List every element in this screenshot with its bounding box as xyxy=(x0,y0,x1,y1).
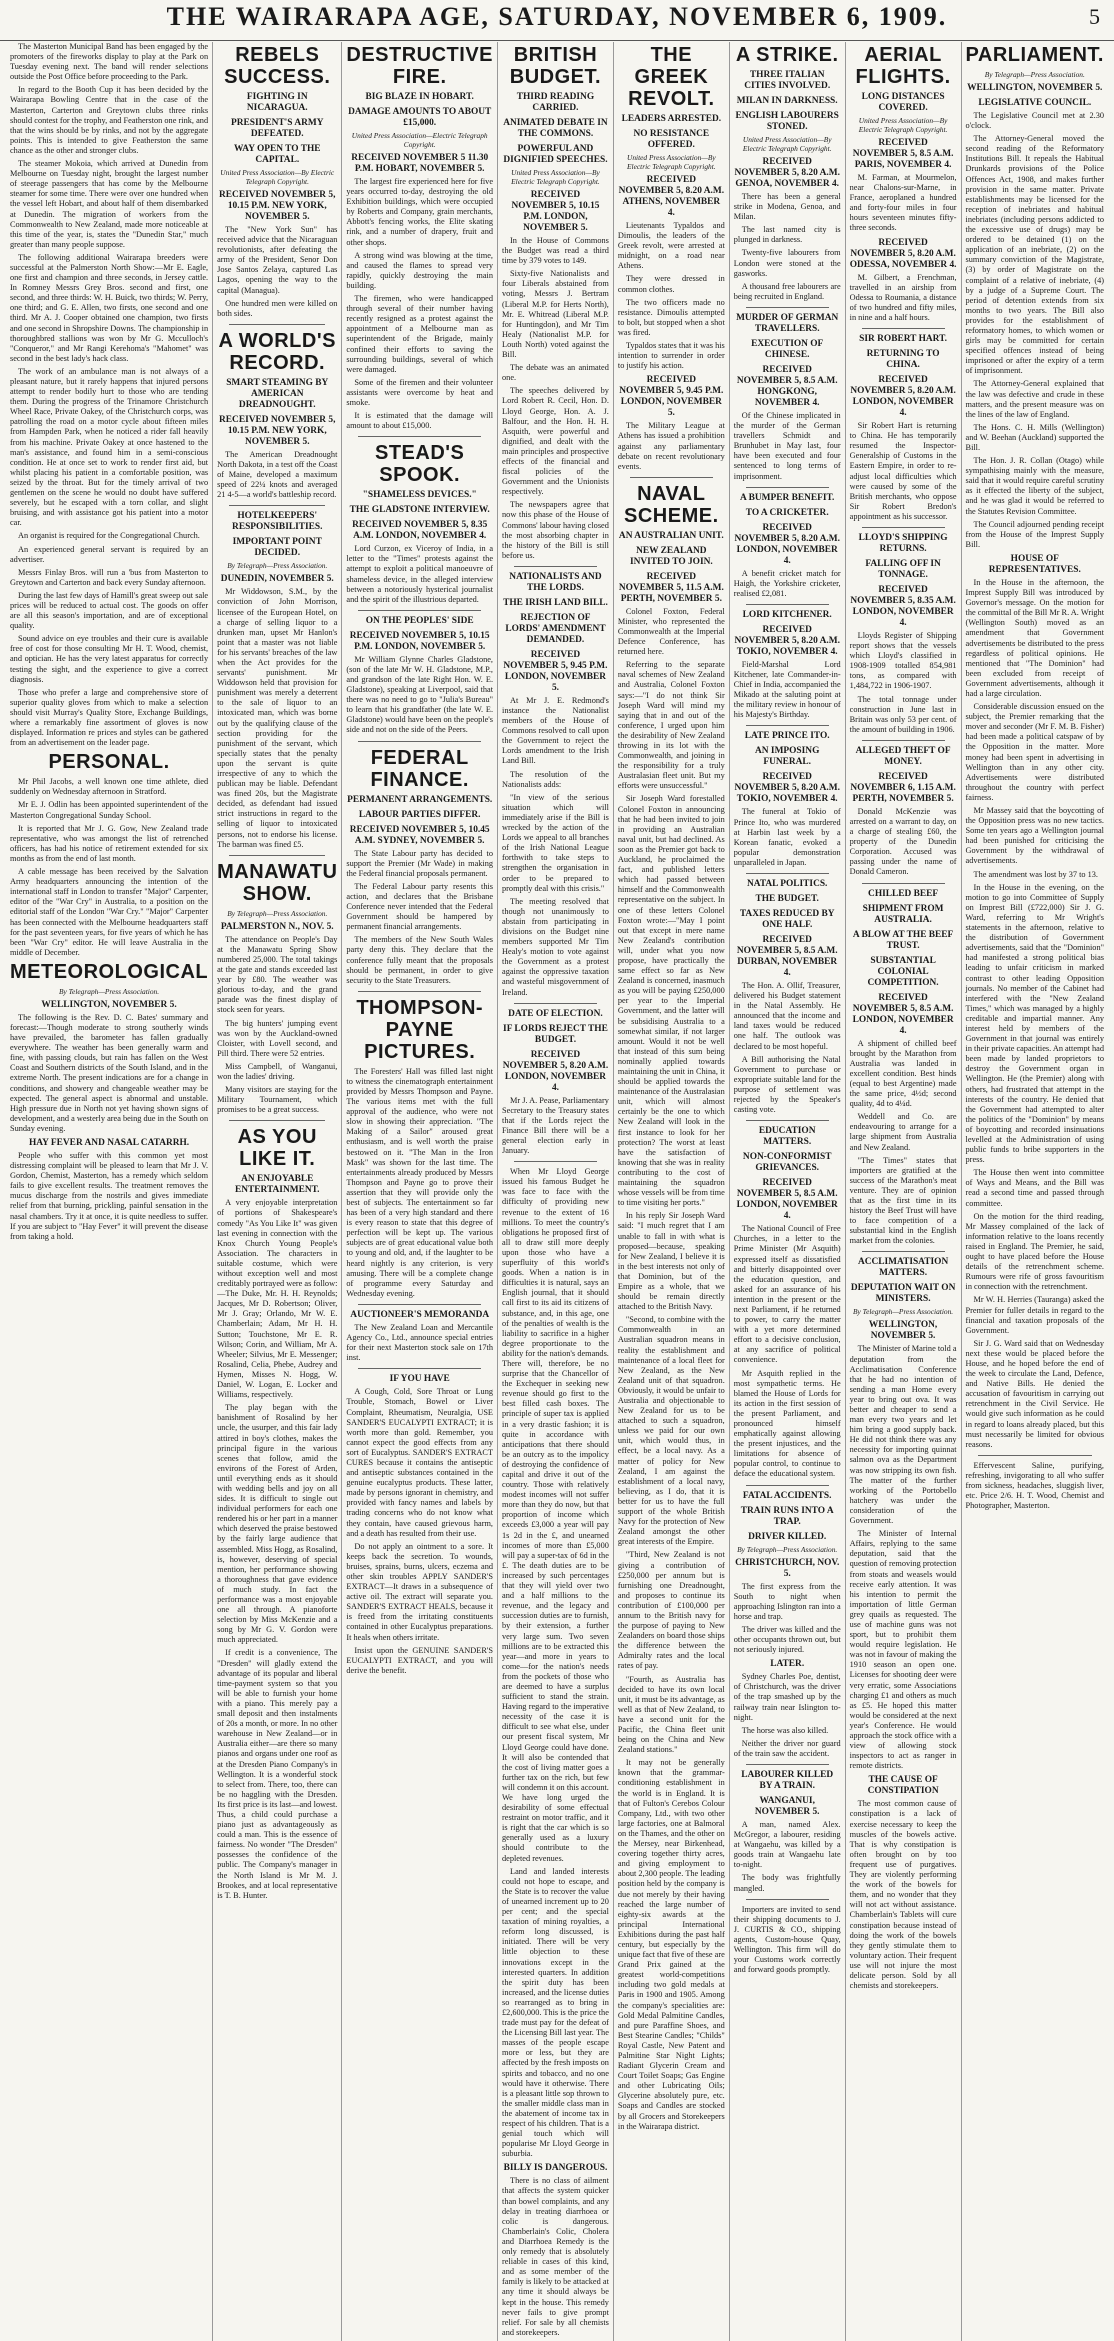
article-paragraph: Donald McKenzie was arrested on a warrant to day, on a charge of stealing £60, the property of the Dunedin Corporation. Accused was passing under the name of Donald Cameron. xyxy=(849,806,957,877)
article-paragraph: Lloyds Register of Shipping report shows that the vessels which Lloyd's classified in 1908-1909 totalled 854,981 tons, as compared with 1,484,722 in 1906-1907. xyxy=(849,630,957,691)
article-byline: By Telegraph—Press Association. xyxy=(58,986,160,996)
article-paragraph: Effervescent Saline, purifying, refreshing, invigorating to all who suffer from sickness, headaches, sluggish liver, etc. Price 2/6. H. T. Wood, Chemist and Photographer, Masterton. xyxy=(965,1460,1104,1511)
article-subhead: IF YOU HAVE xyxy=(389,1374,450,1385)
article-headline: FEDERAL FINANCE. xyxy=(370,746,469,791)
column-6 xyxy=(729,42,845,2341)
article-subhead: DAMAGE AMOUNTS TO ABOUT £15,000. xyxy=(348,107,492,128)
article-subhead: RECEIVED NOVEMBER 5, 9.45 P.M. LONDON, NOVEMBER 5. xyxy=(619,375,724,419)
article-subhead: NON-CONFORMIST GRIEVANCES. xyxy=(742,1152,832,1174)
article-paragraph: The Minister of Marine told a deputation from the Acclimatisation Conference that he had no intention of sending a man Home every year to bring out ova. It was better and cheaper to send a man every two years and let him bring a good supply back. He did not think there was any necessity for importing quinnat salmon ova as the Department was now stripping its own fish. The matter of the further working of the Portobello hatchery was under the consideration of the Government. xyxy=(849,1344,957,1526)
article-paragraph: They were dressed in common clothes. xyxy=(617,274,725,294)
article-paragraph: Mr J. A. Pease, Parliamentary Secretary to the Treasury states that if the Lords reject the Finance Bill there will be a general election early in January. xyxy=(502,1095,609,1156)
article-headline: BRITISH BUDGET. xyxy=(509,44,602,88)
article-paragraph: The meeting resolved that though not unanimously to abstain from participating in divisions on the Budget nine members supported Mr Tim Healy's motion to vote against the Government as a protest against the oppressive taxation and wasteful misgovernment of Ireland. xyxy=(502,896,609,997)
article-paragraph: An experienced general servant is required by an advertiser. xyxy=(10,544,209,564)
article-paragraph: Neither the driver nor guard of the train saw the accident. xyxy=(733,1738,841,1758)
article-paragraph: Many visitors are staying for the Military Tournament, which promises to be a great success. xyxy=(217,1085,338,1115)
article-byline: By Telegraph—Press Association. xyxy=(227,908,328,918)
article-paragraph: The State Labour party has decided to support the Premier (Mr Wade) in making the Federal financial proposals permanent. xyxy=(346,848,494,878)
article-subhead: WELLINGTON, NOVEMBER 5. xyxy=(868,1320,938,1342)
article-paragraph: The Attorney-General explained that the law was defective and crude in these matters, and the present measure was on the lines of the law of England. xyxy=(965,379,1104,419)
article-byline: United Press Association—By Electric Telegraph Copyright. xyxy=(511,168,600,186)
article-paragraph: The New Zealand Loan and Mercantile Agency Co., Ltd., announce special entries for their next Masterton stock sale on 17th inst. xyxy=(346,1322,494,1363)
column-1 xyxy=(6,42,212,2341)
article-paragraph: The Hon. J. R. Collan (Otago) while sympathising mainly with the measure, said that it would require careful scrutiny as it effected the liberty of the subject, and he was glad it would be referred to the Statutes Revision Committee. xyxy=(965,456,1104,516)
article-headline: DESTRUCTIVE FIRE. xyxy=(346,44,494,88)
article-divider xyxy=(358,741,481,742)
article-divider xyxy=(514,1003,597,1004)
article-subhead: RECEIVED NOVEMBER 5, 8.5 A.M. LONDON, NOVEMBER 4. xyxy=(852,992,954,1036)
article-subhead: LEADERS ARRESTED. xyxy=(621,114,722,124)
article-subhead: FALLING OFF IN TONNAGE. xyxy=(865,558,941,580)
article-subhead: A BUMPER BENEFIT. xyxy=(740,492,835,503)
article-divider xyxy=(514,566,597,567)
article-subhead: RECEIVED NOVEMBER 5, 8.35 A.M. LONDON, NOVEMBER 4. xyxy=(352,520,488,542)
article-subhead: BILLY IS DANGEROUS. xyxy=(503,2163,608,2174)
article-subhead: WELLINGTON, NOVEMBER 5. xyxy=(41,999,177,1010)
article-subhead: TO A CRICKETER. xyxy=(745,507,829,518)
article-paragraph: The Minister of Internal Affairs, replying to the same deputation, said that the question of removing protection from stoats and weasels would receive early attention. It was his intention to permit the importation of little German grey quails as requested. The use of machine guns was not sport, but to prohibit them would require legislation. He was not in favour of making the 1910 season an open one. Licenses for shooting deer were very erratic, some Associations charging £1 and others as much as £5. He hoped this matter would be considered at the next year's Conference. He would approach the stock office with a view of allowing stock inspectors to act as ranger in remote districts. xyxy=(849,1529,957,1771)
article-paragraph: The House then went into committee of Ways and Means, and the Bill was read a second time and passed through committee. xyxy=(965,1168,1104,1208)
article-subhead: PALMERSTON N., NOV. 5. xyxy=(220,921,334,932)
article-subhead: FIGHTING IN NICARAGUA. xyxy=(246,92,308,113)
article-paragraph: The Council adjourned pending receipt from the House of the Imprest Supply Bill. xyxy=(965,519,1104,549)
article-paragraph: The last named city is plunged in darkness. xyxy=(733,225,841,245)
article-headline: A WORLD'S RECORD. xyxy=(218,329,336,374)
article-subhead: TRAIN RUNS INTO A TRAP. xyxy=(740,1505,834,1527)
article-paragraph: In the House of Commons the Budget was read a third time by 379 votes to 149. xyxy=(502,236,609,266)
article-paragraph: Sydney Charles Poe, dentist, of Christchurch, was the driver of the trap smashed up by the railway train near Islington to-night. xyxy=(733,1672,841,1722)
article-paragraph: Sixty-five Nationalists and four Liberals abstained from voting, Messrs J. Bertram (Liberal M.P. for Herts North), Mr. E. Whitread (Liberal M.P. for Huntingdon), and Mr Tim Healy (Nationalist M.P. for Louth North) voted against the Bill. xyxy=(502,269,609,360)
article-subhead: THIRD READING CARRIED. xyxy=(516,92,595,113)
article-subhead: POWERFUL AND DIGNIFIED SPEECHES. xyxy=(503,144,608,165)
article-divider xyxy=(862,527,945,528)
article-subhead: RECEIVED NOVEMBER 5, 8.20 A.M. LONDON, NOVEMBER 4. xyxy=(502,1049,609,1093)
masthead-title: THE WAIRARAPA AGE, SATURDAY, NOVEMBER 6, 1909. xyxy=(166,2,948,31)
article-divider xyxy=(630,477,713,478)
article-paragraph: A man, named Alex. McGregor, a labourer, residing at Wangaehu, was killed by a goods train at Wangaehu late to-night. xyxy=(733,1819,841,1870)
article-byline: By Telegraph—Press Association. xyxy=(984,70,1085,79)
article-subhead: RECEIVED NOVEMBER 5, 8.5 A.M. HONGKONG, NOVEMBER 4. xyxy=(736,364,838,408)
article-divider xyxy=(746,873,829,874)
column-grid xyxy=(6,42,1108,2337)
article-subhead: WAY OPEN TO THE CAPITAL. xyxy=(233,144,321,165)
article-subhead: DEPUTATION WAIT ON MINISTERS. xyxy=(850,1283,956,1305)
article-subhead: IMPORTANT POINT DECIDED. xyxy=(232,537,322,559)
article-paragraph: A thousand free labourers are being recruited in England. xyxy=(733,281,841,301)
article-paragraph: Do not apply an ointment to a sore. It keeps back the secretion. To wounds, bruises, sprains, burns, ulcers, eczema and other skin troubles APPLY SANDER'S EXTRACT—It draws in a subsequence of active oil. The extract will separate you. SANDER'S EXTRACT HEALS, because it is freed from the irritating constituents contained in other Eucalyptus preparations. It heals when others irritate. xyxy=(346,1541,494,1642)
article-subhead: PRESIDENT'S ARMY DEFEATED. xyxy=(231,118,324,139)
article-headline: A STRIKE. xyxy=(735,44,839,66)
article-paragraph: M. Gilbert, a Frenchman, travelled in an airship from Odessa to Roumania, a distance of two hundred and fifty miles, in nine and a half hours. xyxy=(849,272,957,322)
article-subhead: RECEIVED NOVEMBER 5, 10.15 P.M. NEW YORK, NOVEMBER 5. xyxy=(219,190,336,222)
article-subhead: NO RESISTANCE OFFERED. xyxy=(633,129,710,150)
article-paragraph: The firemen, who were handicapped through several of their number having recently resigned as a protest against the appointment of a Melbourne man as superintendent of the Brigade, mainly confined their efforts to saving the surrounding buildings, several of which were damaged. xyxy=(346,294,494,374)
article-subhead: SIR ROBERT HART. xyxy=(859,334,947,345)
article-subhead: RECEIVED NOVEMBER 5, 8.20 A.M. TOKIO, NOVEMBER 4. xyxy=(734,624,840,657)
column-2 xyxy=(212,42,341,2341)
article-paragraph: Sound advice on eye troubles and their cure is available free of cost for those consulting Mr H. T. Wood, chemist, and optician. He has the very latest apparatus for correctly testing the sight, and the experience to give a correct diagnosis. xyxy=(10,634,209,684)
article-subhead: RECEIVED NOVEMBER 5 11.30 P.M. HOBART, NOVEMBER 5. xyxy=(351,153,489,174)
article-paragraph: The attendance on People's Day at the Manawatu Spring Show numbered 25,000. The total takings at the gate and stands exceeded last year by £80. The weather was glorious to-day, and the grand parade was the finest display of stock seen for years. xyxy=(217,934,338,1015)
article-paragraph: Mr William Glynne Charles Gladstone, (son of the late Mr W. H. Gladstone, M.P., and grandson of the late Right Hon. W. E. Gladstone), speaking at Liverpool, said that there was no need to go to "Julia's Bureau" to learn that his grandfather (the late W. E. Gladstone) would have been on the people's side and not on the side of the Peers. xyxy=(346,654,494,735)
article-subhead: RECEIVED NOVEMBER 5, 10.15 P.M. NEW YORK, NOVEMBER 5. xyxy=(219,414,336,447)
article-paragraph: Mr Asquith replied in the most sympathetic terms. He blamed the House of Lords for its action in the first session of the present Parliament, and pronounced himself emphatically against allowing the present injustices, and the limitations for absence of popular control, to continue to deface the educational system. xyxy=(733,1368,841,1479)
article-paragraph: A Bill authorising the Natal Government to purchase or expropriate suitable land for the purpose of settlement was rejected by the Speaker's casting vote. xyxy=(733,1054,841,1115)
article-divider xyxy=(358,1368,481,1369)
article-paragraph: There is no class of ailment that affects the system quicker than bowel complaints, and any delay in treating diarrhoea or colic is dangerous. Chamberlain's Colic, Cholera and Diarrhoea Remedy is the only remedy that is absolutely reliable in cases of this kind, and as some member of the family is likely to be attacked at any time it should always be kept in the house. This remedy never fails to give prompt relief. For sale by all chemists and storekeepers. xyxy=(502,2176,609,2337)
article-paragraph: When Mr Lloyd George issued his famous Budget he was face to face with the difficulty of providing new revenue to the extent of 16 millions. To meet the country's obligations he proposed first of all to draw still more deeply upon those who have a superfluity of this world's goods. When a nation is in difficulties it is natural, says an English journal, that it should call first to its aid its citizens of substance, and, in this age, one of the penalties of wealth is the liability to sacrifice in a higher degree proportionate to the ability for the nation's demands. There will, therefore, be no surprise that the Chancellor of the Exchequer in seeking new revenue should go first to the best filled cash boxes. The principle of super tax is applied in a very drastic fashion; it is quite in accordance with anticipations that there should be an outcry as to the impolicy of destroying the confidence of capital and drive it out of the country. Those with relatively modest incomes will not suffer more than they do now, but that proportion of income which exceeds £3,000 a year will pay 1s 2d in the £, and unearned incomes of more than £5,000 will pay a super-tax of 6d in the £. The death duties are to be increased by such percentages that they will yield over two and a half millions to the revenue, and the legacy and succession duties are to furnish, by their extension, a further very large sum. Two seven millions are to be extracted this year—and more in years to come—for the nation's needs from the pockets of those who are deemed to have a surplus sufficient to stand the strain. Having regard to the imperative necessity of the case it is difficult to see what else, under our present fiscal system, Mr Lloyd George could have done. It will also be contended that the cost of living matter goes a further tax on the rich, but few will condemn it on this account. We have long urged the desirability of some effectual restraint on motor traffic, and it is right that the car which is so generally used as a luxury should contribute to the depleted revenues. xyxy=(502,1167,609,1863)
article-paragraph: Mr Massey said that the boycotting of the Opposition press was no new tactics. Some ten years ago a Wellington journal had been punished for criticising the Government by the withdrawal of advertisements. xyxy=(965,806,1104,866)
article-subhead: CHILLED BEEF xyxy=(868,888,939,899)
column-5 xyxy=(613,42,729,2341)
article-subhead: LONG DISTANCES COVERED. xyxy=(861,92,945,113)
article-subhead: AN AUSTRALIAN UNIT. xyxy=(618,530,724,541)
article-divider xyxy=(978,1455,1092,1456)
article-paragraph: An organist is required for the Congregational Church. xyxy=(18,531,200,541)
article-subhead: RECEIVED NOVEMBER 5, 8.5 A.M. DURBAN, NOVEMBER 4. xyxy=(736,935,838,978)
article-divider xyxy=(229,505,325,506)
article-byline: By Telegraph—Press Association. xyxy=(227,561,328,571)
article-paragraph: Mr E. J. Odlin has been appointed superintendent of the Masterton Congregational Sunday School. xyxy=(10,800,209,820)
article-headline: STEAD'S SPOOK. xyxy=(375,442,465,487)
article-subhead: FATAL ACCIDENTS. xyxy=(742,1490,832,1501)
article-paragraph: "Second, to combine with the Commonwealth in an Australian squadron means in reality the establishment and maintenance of a local fleet for New Zealand, as the New Zealand unit of that squadron. Obviously, it would be unfair to Australia and objectionable to New Zealand for us to be attached to such a squadron, unless we paid for our own unit, which would thus, in effect, be a local navy. As a matter of policy for New Zealand, I am against the establishment of a local navy, believing, as I do, that it is better for us to have the full support of the whole British Navy for the protection of New Zealand amongst the other great interests of the Empire. xyxy=(617,1315,725,1547)
article-paragraph: Mr Widdowson, S.M., by the conviction of John Morrison, licensee of the European Hotel, on a charge of selling liquor to a drunken man, upset Mr Hanlon's point that a master was not liable for his servants' breaches of the law when the Act provides for the servants' punishment. Mr Widdowson held that provision for punishment was merely a deterrent to the sale of liquor to an intoxicated man, which was borne out by the qualifying clause of the section providing for the punishment of the servant, which specially states that the penalty upon the servant is quite irrespective of any to which the publican may be liable. Defendant was fined 20s, but the Magistrate decided, as defendant had issued strict instructions in regard to the selling of liquor to intoxicated persons, not to endorse his license. The barman was fined £5. xyxy=(217,587,338,849)
article-subhead: NATIONALISTS AND THE LORDS. xyxy=(509,571,602,593)
article-headline: AS YOU LIKE IT. xyxy=(237,1126,317,1171)
article-paragraph: The funeral at Tokio of Prince Ito, who was murdered at Harbin last week by a Korean fanatic, evoked a popular demonstration unparalleled in Japan. xyxy=(733,807,841,867)
article-paragraph: During the last few days of Hamill's great sweep out sale prices will be reduced to actual cost. The goods on offer are all this season's importation, and are of exceptional quality. xyxy=(10,590,209,631)
article-paragraph: "In view of the serious situation which will immediately arise if the Bill is wrecked by the action of the Lords we appeal to all branches of the Irish National League forthwith to take steps to strengthen the organisation in order to be prepared to promptly deal with this crisis." xyxy=(502,792,609,893)
article-subhead: RETURNING TO CHINA. xyxy=(866,349,940,371)
article-paragraph: The following is the Rev. D. C. Bates' summary and forecast:—Though moderate to strong southerly winds have prevailed, the barometer has fallen gradually everywhere. The weather has been generally warm and fine, with passing clouds, but rain has fallen on the West Coast and Southern districts of the South Island, and in the extreme North. The present indications are for a change in conditions, and showery and changeable weather may be expected. The general aspect is abnormal and unstable. High pressure due in North not yet having shown signs of development, and a westerly area being due in the South on Sunday evening. xyxy=(10,1012,209,1133)
article-paragraph: Sir Joseph Ward forestalled Colonel Foxton in announcing that he had been invited to join in providing an Australian naval unit, but had declined. As soon as the Premier got back to Auckland, he proclaimed the fact, and published letters which had passed between himself and the Commonwealth representative on the subject. In one of these letters Colonel Foxton wrote:—"May I point out that except in mere name New Zealand's contribution will, under what you now propose, have practically the same effect so far as New Zealand is concerned, inasmuch as you will be paying £250,000 per year to the Imperial Government, and the latter will be subsidising Australia to a somewhat similar, if not larger amount. Would it not be well that instead of this sum being nominally applied towards maintaining the unit in China, it should be applied towards the maintenance of the Australasian unit, which will almost certainly be the one to which New Zealand will look in the first instance to look for her protection? The worst at least have the satisfaction of knowing that she was in reality contributing to the cost of maintaining the squadron whose vessels will be from time to time visiting her ports." xyxy=(617,794,725,1208)
article-paragraph: The following additional Wairarapa breeders were successful at the Palmerston North Show:—Mr E. Eagle, one first and champion and three seconds, in Jersey cattle. In Romney Messrs Grey Bros. second and first, one second, and three thirds: W. H. Buick, two thirds; W. Perry, one third; and G. E. Allen, two firsts, one second and one third. Mr A. J. Cooper obtained one champion, two firsts and one second in Shropshire Downs. The championship in thoroughbred stallions was won by Mr G. Mcculloch's "Conqueror," and Mr Rangi Kerehoma's "Mahomet" was second in the best lady's hack class. xyxy=(10,252,209,363)
article-subhead: TAXES REDUCED BY ONE HALF. xyxy=(739,909,835,930)
article-paragraph: In the House in the afternoon, the Imprest Supply Bill was introduced by Governor's message. On the motion for the committal of the Bill Mr R. A. Wright (Wellington South) moved as an amendment that Government advertisements be distributed to the press regardless of political opinions. He mentioned that "The Dominion" had been excluded from receipt of Government advertisements, although it had a large circulation. xyxy=(965,577,1104,698)
article-paragraph: The Military League at Athens has issued a prohibition against any parliamentary debate on recent revolutionary events. xyxy=(617,421,725,471)
article-subhead: LEGISLATIVE COUNCIL. xyxy=(978,98,1092,108)
article-paragraph: The American Dreadnought North Dakota, in a test off the Coast of Maine, developed a maximum speed of 22¼ knots and averaged 21 4-5—a world's battleship record. xyxy=(217,449,338,500)
article-subhead: EDUCATION MATTERS. xyxy=(758,1126,816,1148)
article-paragraph: In the House in the evening, on the motion to go into Committee of Supply on Imprest Bill (£722,000) Sir J. G. Ward, referring to Mr Wright's statements in the afternoon, relative to the distribution of Government advertisements, said that the "Dominion" had manifested a strong political bias leading to unfair criticism in marked contrast to other leading Opposition journals. No member of the Cabinet had interfered with the "New Zealand Times," which was managed by a highly creditable and impartial manner. Any interest held by members of the Government in that journal was entirely in their private capacities. An attempt had been made by landed proprietors to destroy the Government organ in Wellington. He (the Premier) along with others, had frustrated that attempt in the interests of the country. He denied that the Government had attempted to alter the politics of the "Dominion" by means of boycotting and recorded insinuations levelled at the Administration of using public funds to bribe supporters in the press. xyxy=(965,882,1104,1165)
article-paragraph: Insist upon the GENUINE SANDER'S EUCALYPTI EXTRACT, and you will derive the benefit. xyxy=(346,1645,494,1675)
page-number: 5 xyxy=(1089,4,1100,29)
article-subhead: ANIMATED DEBATE IN THE COMMONS. xyxy=(503,118,608,139)
article-paragraph: The amendment was lost by 37 to 13. xyxy=(973,869,1098,879)
article-paragraph: The steamer Mokoia, which arrived at Dunedin from Melbourne on Tuesday night, brought the largest number of steerage passengers that has come by the Melbourne steamer for some time. There were over one hundred when the vessel left Hobart, and about half of them disembarked at Dunedin. The migration of workers from the Commonwealth to New Zealand, made more noticeable at this time of the year, is, states the "Dunedin Star," much greater than many people suppose. xyxy=(10,159,209,249)
article-paragraph: "Fourth, as Australia has decided to have its own local unit, it must be its advantage, as well as that of New Zealand, to have a second unit for the Pacific, the China fleet unit being on the China and New Zealand stations." xyxy=(617,1674,725,1755)
article-subhead: DRIVER KILLED. xyxy=(748,1531,827,1542)
article-paragraph: Some of the firemen and their volunteer assistants were overcome by heat and smoke. xyxy=(346,377,494,407)
article-subhead: RECEIVED NOVEMBER 5, 8.20 A.M. LONDON, NOVEMBER 4. xyxy=(850,375,956,419)
article-subhead: AUCTIONEER'S MEMORANDA xyxy=(350,1309,490,1320)
article-paragraph: The largest fire experienced here for five years occurred to-day, destroying the old Exhibition buildings, which were occupied by Roberts and Company, grain merchants, Abbott's fencing works, the Elite skating rink, and a number of drapery, fruit and other shops. xyxy=(346,177,494,247)
article-subhead: NATAL POLITICS. xyxy=(747,879,828,889)
article-subhead: DATE OF ELECTION. xyxy=(508,1008,603,1019)
article-divider xyxy=(862,328,945,329)
article-subhead: LATER. xyxy=(770,1659,805,1670)
article-paragraph: The Foresters' Hall was filled last night to witness the cinematograph entertainment provided by Messrs Thompson and Payne. The various items met with the full approval of the audience, who were not slow in showing their appreciation. "The Making of a Sailor" aroused great enthusiasm, and is well worth the praise bestowed on it. "The Man in the Iron Mask" was shown for the last time. The entertainments already produced by Messrs Thompson and Payne go to prove their assertion that they will provide only the best of subjects. The entertainment so far has been of a very high standard and there is every reason to state that this degree of perfection will be kept up. The various subjects are of great educational value both to young and old, and, if the laughter to be heard nightly is any criterion, is very amusing. There will be a complete change of programme every Saturday and Wednesday evening. xyxy=(346,1066,494,1298)
article-paragraph: A cable message has been received by the Salvation Army headquarters announcing the intention of the international staff in London to transfer "Major" Carpenter, editor of the "War Cry" in Australia, to a position on the editorial staff of the London "War Cry." "Major" Carpenter has been connected with the Melbourne headquarters staff for the past seventeen years, for five years of which he has been "War Cry" editor. He will leave Australia in the middle of December. xyxy=(10,867,209,957)
article-paragraph: Lieutenants Typaldos and Dimoulis, the leaders of the Greek revolt, were arrested at midnight, on a road near Athens. xyxy=(617,221,725,271)
article-paragraph: The speeches delivered by Lord Robert R. Cecil, Hon. D. Lloyd George, Hon. A. J. Balfour, and the Hon. H. H. Asquith, were powerful and dignified, and dealt with the main principles and prospective effects of the financial and fiscal policies of the Government and the Unionists respectively. xyxy=(502,386,609,497)
article-divider xyxy=(358,1304,481,1305)
article-subhead: RECEIVED NOVEMBER 5, 9.45 P.M. LONDON, NOVEMBER 5. xyxy=(503,649,608,693)
article-paragraph: A very enjoyable interpretation of portions of Shakespeare's comedy "As You Like It" was given last evening in connection with the Knox Church Young People's Association. The characters in suitable costume, which were without exception well and most creditably portrayed were as follow:—The Duke, Mr. H. H. Reynolds; Jacques, Mr D. Robertson; Oliver, Mr J. Gray; Orlando, Mr W. E. Chamberlain; Adam, Mr H. H. Sutton; Touchstone, Mr E. R. Wilson; Corin, and William, Mr A. Wheeler; Silvius, Mr E. Messenger; Rosalind, Celia, Phebe, Audrey and Hymen, Misses N. Hogg, W. Daniel, W. Logan, E. Locker and Williams, respectively. xyxy=(217,1198,338,1400)
article-paragraph: Considerable discussion ensued on the subject, the Premier remarking that the mover and seconder (Mr F. M. B. Fisher) had been made a political catspaw of by the Opposition in the matter. More money had been spent in advertising in Wellington than in any other city. Advertisements were distributed throughout the country with perfect fairness. xyxy=(965,702,1104,802)
article-paragraph: Referring to the separate naval schemes of New Zealand and Australia, Colonel Foxton says:—"I do not think Sir Joseph Ward will mind my saying that in and out of the conference, I urged upon him the desirability of New Zealand throwing in its lot with the Commonwealth, and joining in the responsibility for a truly Australasian fleet unit. But my efforts were unsuccessful." xyxy=(617,660,725,791)
article-paragraph: A Cough, Cold, Sore Throat or Lung Trouble, Stomach, Bowel or Liver Complaint, Rheumatism, Neuralgia, USE SANDER'S EUCALYPTI EXTRACT; it is worth more than gold. Remember, you cannot expect the good effects from any sort of Eucalyptus. SANDER'S EXTRACT CURES because it contains the antiseptic and antiseptic substances contained in the genuine eucalyptus products. These latter, made by persons ignorant in chemistry, and provided with fancy names and labels by trading concerns who do not know what they contain, have caused grievous harm, and a death has resulted from their use. xyxy=(346,1387,494,1538)
article-subhead: THREE ITALIAN CITIES INVOLVED. xyxy=(744,70,831,91)
article-byline: United Press Association—By Electric Telegraph Copyright. xyxy=(626,153,716,171)
article-subhead: RECEIVED NOVEMBER 5, 10.45 A.M. SYDNEY, NOVEMBER 5. xyxy=(349,824,490,846)
article-subhead: RECEIVED NOVEMBER 5, 8.5 A.M. LONDON, NOVEMBER 4. xyxy=(736,1178,838,1222)
article-paragraph: At Mr J. E. Redmond's instance the Nationalist members of the House of Commons resolved to call upon the Government to reject the Lords amendment to the Irish Land Bill. xyxy=(502,695,609,766)
article-subhead: SHIPMENT FROM AUSTRALIA. xyxy=(862,903,944,925)
article-paragraph: The National Council of Free Churches, in a letter to the Prime Minister (Mr Asquith) expressed itself as dissatisfied and bitterly disappointed over the education question, and asked for an assurance of his intention in the present or the next Parliament, if he returned to power, to carry the matter with a yet more determined effort to a decisive conclusion, at any sacrifice of political convenience. xyxy=(733,1224,841,1365)
article-subhead: HAY FEVER AND NASAL CATARRH. xyxy=(28,1138,190,1148)
article-paragraph: It is estimated that the damage will amount to about £15,000. xyxy=(346,411,494,431)
article-subhead: MURDER OF GERMAN TRAVELLERS. xyxy=(736,312,839,334)
article-divider xyxy=(746,604,829,605)
article-subhead: REJECTION OF LORDS' AMENDMENT DEMANDED. xyxy=(505,612,606,645)
article-subhead: WELLINGTON, NOVEMBER 5. xyxy=(967,83,1103,93)
article-paragraph: The Masterton Municipal Band has been engaged by the promoters of the fireworks display to play at the Park on Tuesday evening next. The band will render selections outside the Post Office before proceeding to the Park. xyxy=(10,42,209,82)
article-divider xyxy=(746,1120,829,1121)
article-divider xyxy=(514,1161,597,1162)
article-paragraph: If credit is a convenience, The "Dresden" will gladly extend the advantage of its popular and liberal time-payment system so that you will be able to furnish your home with a piano. This merely pay a small deposit and then instalments of 20s a month, or more. In no other warehouse in New Zealand—or in Australia either—are there so many pianos and organs under one roof as at the Dresden Piano Company's in Wellington. It is a wonderful stock to select from. There, too, there can be no haggling with the Dresden. Its first price is its last—and lowest. Thus, a child could purchase a piano just as advantageously as could a man. This is the essence of fairness. No wonder "The Dresden" possesses the confidence of the public. The Company's manager in the North Island is Mr M. J. Brookes, and at local representative is T. B. Hunter. xyxy=(217,1648,338,1900)
article-paragraph: The members of the New South Wales party deny this. They declare that the conference fully meant that the proposals should be permanent, in order to give security to the State Treasurers. xyxy=(346,935,494,985)
article-paragraph: Mr Phil Jacobs, a well known one time athlete, died suddenly on Wednesday afternoon in Stratford. xyxy=(10,777,209,797)
article-paragraph: It may not be generally known that the grammar-conditioning establishment in the world is in England. It is that of Fulton's Cerebos Colour Company, Ltd., with two other large factories, one at Balmoral on the Thames, and the other on the Mersey, near Birkenhead, covering together thirty acres, and giving employment to about 2,300 people. The leading position held by the company is due not merely by their having reached the large number of eighty-six awards at the principal International Exhibitions during the past half century, but especially by the unique fact that five of these are Grand Prix gained at the greatest world-competitions including two gold medals at Paris in 1900 and 1905. Among the company's specialities are: Gold Medal Palmitine Candles, and pure Paraffine Shoes, and Best Stearine Candles; "Childs" Royal Castle, New Patent and Palmitine Star Night Lights; Radiant Glycerin Cream and Court Toilet Soaps; Gas Engine and other Lubricating Oils; Glycerine absolutely pure, etc. Soaps and Candles are stocked by all Grocers and Storekeepers in the Wairarapa district. xyxy=(617,1758,725,2131)
article-paragraph: On the motion for the third reading, Mr Massey complained of the lack of information relative to the loans recently raised in England. The Premier, he said, ought to have placed before the House details of the retrenchment scheme. Rumours were rife of gross favouritism in connection with the retrenchment. xyxy=(965,1211,1104,1292)
article-subhead: PERMANENT ARRANGEMENTS. xyxy=(347,794,493,805)
article-divider xyxy=(862,883,945,884)
article-paragraph: The driver was killed and the other occupants thrown out, but not seriously injured. xyxy=(733,1624,841,1655)
article-paragraph: The most common cause of constipation is a lack of exercise necessary to keep the muscles of the bowels active. That is why constipation is often brought on by too frequent use of purgatives. They are violently performing the work of the bowels for them, and no wonder that they will not act without assistance. Chamberlain's Tablets will cure constipation because instead of doing the work of the bowels they gently stimulate them to voluntary action. Their frequent use will not injure the most delicate person. Sold by all chemists and storekeepers. xyxy=(849,1799,957,1991)
article-paragraph: It is reported that Mr J. G. Gow, New Zealand trade representative, who was amongst the list of retrenched officers, has had his notice of retirement extended for six months as from the end of last month. xyxy=(10,823,209,863)
masthead xyxy=(0,0,1114,41)
article-paragraph: Typaldos states that it was his intention to surrender in order to justify his action. xyxy=(617,341,725,371)
article-paragraph: The newspapers agree that now this phase of the House of Commons' labour having closed the most absorbing chapter in the history of the Bill is still before us. xyxy=(502,500,609,560)
article-subhead: RECEIVED NOVEMBER 5, 10.15 P.M. LONDON, NOVEMBER 5. xyxy=(349,630,490,652)
article-subhead: RECEIVED NOVEMBER 5, 8.20 A.M. GENOA, NOVEMBER 4. xyxy=(734,157,840,189)
article-divider xyxy=(229,324,325,325)
article-subhead: SUBSTANTIAL COLONIAL COMPETITION. xyxy=(867,955,939,988)
article-paragraph: Of the Chinese implicated in the murder of the German travellers Schmidt and Brunhubet in May last, four have been executed and four sentenced to long terms of imprisonment. xyxy=(733,410,841,481)
article-paragraph: Sir J. G. Ward said that on Wednesday next these would be placed before the House, and he hoped before the end of the week to circulate the Land, Defence, and Native Bills. He denied the accusation of favouritism in carrying out retrenchment in the Civil Service. He would give such information as he could in regard to loans already placed, but this must necessarily be limited for obvious reasons. xyxy=(965,1338,1104,1449)
article-divider xyxy=(746,1899,829,1900)
article-divider xyxy=(229,1120,325,1121)
article-subhead: ACCLIMATISATION MATTERS. xyxy=(857,1257,949,1279)
article-subhead: WANGANUI, NOVEMBER 5. xyxy=(754,1795,820,1817)
article-subhead: HOTELKEEPERS' RESPONSIBILITIES. xyxy=(232,511,323,533)
article-subhead: ENGLISH LABOURERS STONED. xyxy=(735,111,839,132)
article-paragraph: Mr W. H. Herries (Tauranga) asked the Premier for fuller details in regard to the financial and taxation proposals of the Government. xyxy=(965,1295,1104,1335)
article-subhead: HOUSE OF REPRESENTATIVES. xyxy=(988,553,1081,575)
article-divider xyxy=(862,1251,945,1252)
article-paragraph: The resolution of the Nationalists adds: xyxy=(502,769,609,789)
article-subhead: RECEIVED NOVEMBER 5, 10.15 P.M. LONDON, NOVEMBER 5. xyxy=(511,190,600,233)
article-paragraph: Importers are invited to send their shipping documents to J. J. CURTIS & CO., shipping agents, Custom-house Quay, Wellington. This firm will do your Customs work correctly and forward goods promptly. xyxy=(733,1904,841,1975)
article-subhead: LABOURER KILLED BY A TRAIN. xyxy=(741,1769,834,1791)
article-divider xyxy=(358,436,481,437)
article-paragraph: Those who prefer a large and comprehensive store of superior quality gloves from which to make a selection should visit Murray's Quality Store, Exchange Buildings, where a remarkably fine assortment of gloves is now displayed. Information re prices and styles can be gathered from an advertisement on the leader page. xyxy=(10,687,209,748)
article-paragraph: Field-Marshal Lord Kitchener, late Commander-in-Chief in India, accompanied the Mikado at the saluting point at the military review in honour of his Majesty's Birthday. xyxy=(733,659,841,720)
article-subhead: EXECUTION OF CHINESE. xyxy=(751,338,824,360)
article-divider xyxy=(862,740,945,741)
article-paragraph: The debate was an animated one. xyxy=(502,363,609,383)
article-paragraph: The "New York Sun" has received advice that the Nicaraguan revolutionists, after defeating the army of the President, Senor Don Jose Santos Zelaya, captured Las Lagos, opening the way to the capital (Managua). xyxy=(217,225,338,295)
article-headline: MANAWATU SHOW. xyxy=(217,860,338,905)
article-divider xyxy=(358,610,481,611)
article-byline: United Press Association—Electric Telegraph Copyright. xyxy=(351,131,488,149)
article-subhead: RECEIVED NOVEMBER 5, 8.20 A.M. ATHENS, NOVEMBER 4. xyxy=(618,175,725,218)
article-subhead: RECEIVED NOVEMBER 5, 8.20 A.M. ODESSA, NOVEMBER 4. xyxy=(849,237,957,270)
article-headline: NAVAL SCHEME. xyxy=(624,482,719,527)
article-paragraph: The big hunters' jumping event was won by the Auckland-owned Cloister, with Lovell second, and Pill third. There were 52 entries. xyxy=(217,1018,338,1058)
article-subhead: ALLEGED THEFT OF MONEY. xyxy=(855,745,951,767)
article-headline: PARLIAMENT. xyxy=(965,44,1104,66)
article-subhead: DUNEDIN, NOVEMBER 5. xyxy=(220,574,334,585)
article-paragraph: The Legislative Council met at 2.30 o'clock. xyxy=(965,111,1104,131)
article-paragraph: A benefit cricket match for Haigh, the Yorkshire cricketer, realised £2,081. xyxy=(733,568,841,598)
article-subhead: LABOUR PARTIES DIFFER. xyxy=(358,809,481,820)
article-subhead: LORD KITCHENER. xyxy=(742,609,832,620)
article-subhead: THE BUDGET. xyxy=(755,894,819,904)
article-subhead: RECEIVED NOVEMBER 5, 8.20 A.M. TOKIO, NOVEMBER 4. xyxy=(734,772,840,805)
article-subhead: SMART STEAMING BY AMERICAN DREADNOUGHT. xyxy=(226,377,329,410)
article-subhead: AN IMPOSING FUNERAL. xyxy=(755,746,820,768)
article-subhead: RECEIVED NOVEMBER 6, 1.15 A.M. PERTH, NOVEMBER 5. xyxy=(850,771,956,804)
article-subhead: RECEIVED NOVEMBER 5, 8.5 A.M. PARIS, NOVEMBER 4. xyxy=(852,138,954,170)
article-divider xyxy=(746,725,829,726)
article-paragraph: The two officers made no resistance. Dimoulis attempted to bolt, but stopped when a shot was fired. xyxy=(617,297,725,337)
column-3 xyxy=(341,42,497,2341)
article-subhead: RECEIVED NOVEMBER 5, 8.35 A.M. LONDON, NOVEMBER 4. xyxy=(850,584,956,628)
article-headline: AERIAL FLIGHTS. xyxy=(855,44,951,88)
article-byline: United Press Association—By Electric Telegraph Copyright. xyxy=(858,116,948,134)
article-subhead: A BLOW AT THE BEEF TRUST. xyxy=(852,929,954,951)
article-paragraph: The total tonnage under construction in June last in Britain was only 53 per cent. of the amount of building in 1906. xyxy=(849,694,957,734)
article-paragraph: Weddell and Co. are endeavouring to arrange for a large shipment from Australia and New Zealand. xyxy=(849,1112,957,1152)
column-4 xyxy=(497,42,613,2341)
article-paragraph: M. Farman, at Mourmelon, near Chalons-sur-Marne, in France, aeroplaned a hundred and forty-four miles in four hours seventeen minutes fifty-three seconds. xyxy=(849,173,957,233)
article-subhead: AN ENJOYABLE ENTERTAINMENT. xyxy=(235,1174,320,1196)
article-headline: THE GREEK REVOLT. xyxy=(628,44,715,110)
article-paragraph: The work of an ambulance man is not always of a pleasant nature, but it rarely happens that injured persons attempt to render bodily hurt to those who are tending them. During the progress of the Trinamore Christchurch Wheel Race, Private Oakey, of the Christchurch corps, was patrolling the road on a motor cycle about fifteen miles from Hampden Park, when he noticed a rider fall heavily from his machine. Private Oakey at once hastened to the man's assistance, and found him in a semi-conscious condition. He at once set to work to render first aid, but whilst placing his patient in a comfortable position, was seized by the throat. But for the timely arrival of two gentlemen on the scene he would no doubt have suffered severely, but he escaped with a torn collar, and slight bruising, and with assistance got his patient into a motor car. xyxy=(10,366,209,528)
article-subhead: THE GLADSTONE INTERVIEW. xyxy=(349,505,490,516)
article-paragraph: There has been a general strike in Modena, Genoa, and Milan. xyxy=(733,192,841,222)
column-8 xyxy=(961,42,1108,2341)
article-subhead: LATE PRINCE ITO. xyxy=(744,731,830,742)
article-paragraph: The Hon. A. Ollif, Treasurer, delivered his Budget statement in the Natal Assembly. He announced that the income and land taxes would be reduced one half. The outlook was declared to be most hopeful. xyxy=(733,981,841,1051)
article-paragraph: Messrs Finlay Bros. will run a 'bus from Masterton to Greytown and Carterton and back every Sunday afternoon. xyxy=(10,567,209,587)
article-headline: THOMPSON-PAYNE PICTURES. xyxy=(356,996,484,1063)
article-subhead: THE IRISH LAND BILL. xyxy=(503,597,608,608)
article-subhead: "SHAMELESS DEVICES." xyxy=(362,490,477,501)
article-headline: PERSONAL. xyxy=(48,751,170,774)
article-subhead: BIG BLAZE IN HOBART. xyxy=(365,92,474,102)
column-7 xyxy=(845,42,961,2341)
article-paragraph: Colonel Foxton, Federal Minister, who represented the Commonwealth at the Imperial Defence Conference, has returned here. xyxy=(617,606,725,657)
article-subhead: LLOYD'S SHIPPING RETURNS. xyxy=(858,532,948,554)
article-subhead: RECEIVED NOVEMBER 5, 11.5 A.M. PERTH, NOVEMBER 5. xyxy=(618,571,724,604)
article-byline: United Press Association—By Electric Telegraph Copyright. xyxy=(220,168,335,186)
article-byline: By Telegraph—Press Association. xyxy=(737,1544,838,1554)
article-paragraph: Land and landed interests could not hope to escape, and the State is to recover the value of unearned increment up to 20 per cent; and the special taxation of mining royalties, a reform long discussed, is initiated. There will be very little objection to these innovations except in the interested quarters. In addition the spirit duty has been increased, and the license duties so rearranged as to bring in £2,600,000. This is the price the trade must pay for the defeat of the Licensing Bill last year. The masses of the people escape more or less, but they are affected by the fresh imposts on spirits and tobacco, and no one would have it otherwise. There is a pleasant little sop thrown to the smaller middle class man in the abatement of income tax in respect of his children. That is a genial touch which will popularise Mr Lloyd George in suburbia. xyxy=(502,1866,609,2159)
article-paragraph: Sir Robert Hart is returning to China. He has temporarily resumed the Inspector-Generalship of Customs in the Eastern Empire, in order to re-adjust local difficulties which were caused by some of the British merchants, who oppose Sir Robert Bredon's appointment as his successor. xyxy=(849,421,957,521)
article-divider xyxy=(358,991,481,992)
article-subhead: RECEIVED NOVEMBER 5, 8.20 A.M. LONDON, NOVEMBER 4. xyxy=(734,522,840,566)
article-paragraph: Lord Curzon, ex Viceroy of India, in a letter to the "Times" protests against the attempt to exploit a political manoeuvre of shameless device, in the alleged interview between a notoriously hysterical journalist and the spirit of the illustrious departed. xyxy=(346,544,494,604)
article-divider xyxy=(746,1485,829,1486)
article-byline: By Telegraph—Press Association. xyxy=(853,1307,954,1317)
article-paragraph: The Attorney-General moved the second reading of the Reformatory Institutions Bill. It repeals the Habitual Drunkards provisions of the Police Offences Act, 1908, and makes further provision in the same matter. Private establishments may be licensed for the reception of inebriates and habitual inebriates (including persons addicted to the excessive use of drugs) may be ordered to be detained (1) on the application of an inebriate, (2) on the summary conviction of the Magistrate, (3) by order of Magistrate on the complaint of a relative of inebriate, (4) by a judge of a Supreme Court. The period of detention extends from six months to two years. The Bill also provides for the establishment of reformatory homes, to which women or girls may be committed for certain specified offences instead of being imprisoned or after the expiry of a term of imprisonment. xyxy=(965,134,1104,376)
article-paragraph: In regard to the Booth Cup it has been decided by the Wairarapa Bowling Centre that in the case of the Masterton, Carterton and Greytown clubs three rinks should contest for the trophy, and Featherston one rink, and that the wins should be by rinks, and not by the aggregate points. This is intended to give Featherston the same chance as the other and stronger clubs. xyxy=(10,85,209,155)
article-paragraph: The first express from the South to night when approaching Islington ran into a horse and trap. xyxy=(733,1581,841,1621)
article-paragraph: The body was frightfully mangled. xyxy=(733,1873,841,1893)
article-paragraph: In his reply Sir Joseph Ward said: "I much regret that I am unable to fall in with what is proposed—because, speaking for New Zealand, I believe it is in the best interests not only of that Dominion, but of the Empire as a whole, that we should be remain directly attached to the British Navy. xyxy=(617,1211,725,1312)
article-subhead: NEW ZEALAND INVITED TO JOIN. xyxy=(629,545,713,567)
article-divider xyxy=(746,1764,829,1765)
article-paragraph: The Hons. C. H. Mills (Wellington) and W. Beehan (Auckland) supported the Bill. xyxy=(965,422,1104,452)
article-paragraph: "Third, New Zealand is not giving a contribution of £250,000 per annum but is furnishing one Dreadnought, and proposes to continue its contribution of £100,000 per annum to the British navy for the purpose of paying to New Zealanders on board those ships the difference between the Admiralty rates and the local rates of pay. xyxy=(617,1550,725,1671)
article-paragraph: Twenty-five labourers from London were stoned at the gasworks. xyxy=(733,248,841,278)
article-paragraph: The horse was also killed. xyxy=(741,1725,829,1735)
article-headline: REBELS SUCCESS. xyxy=(224,44,331,88)
article-headline: METEOROLOGICAL xyxy=(10,960,209,983)
article-divider xyxy=(746,307,829,308)
article-paragraph: The Federal Labour party resents this action, and declares that the Brisbane Conference never intended that the Federal Government should be hampered by permanent financial arrangements. xyxy=(346,881,494,932)
article-paragraph: People who suffer with this common yet most distressing complaint will be pleased to learn that Mr J. V. Gordon, Chemist, Masterton, has a remedy which seldom fails to give excellent results. The treatment removes the mucus discharge from the nostrils and gives immediate relief from that burning, prickling, painful sensation in the nasal chambers. Try it at once, it is quite needless to suffer. If you are subject to "Hay Fever" it will prevent the disease from taking a hold. xyxy=(10,1151,209,1241)
article-paragraph: Miss Campbell, of Wanganui, won the ladies' driving. xyxy=(217,1061,338,1081)
article-subhead: MILAN IN DARKNESS. xyxy=(736,96,838,106)
article-subhead: THE CAUSE OF CONSTIPATION xyxy=(867,1775,939,1797)
article-divider xyxy=(746,487,829,488)
article-subhead: IF LORDS REJECT THE BUDGET. xyxy=(503,1023,608,1045)
article-paragraph: "The Times" states that importers are gratified at the success of the Marathon's meat venture. They are of opinion that as the first time in its history the Beef Trust will have to face competition of a substantial kind in the English market from the colonies. xyxy=(849,1155,957,1246)
article-subhead: ON THE PEOPLES' SIDE xyxy=(365,615,474,626)
article-paragraph: The play began with the banishment of Rosalind by her uncle, the usurper, and this fair lady attired in boy's clothes, makes the principal figure in the various scenes that follow, amid the environs of the Forest of Arden, until everything ends as it should with wedding bells and joy on all sides. It is difficult to single out individual performers for each one rendered his or her part in a manner which deserved the praise bestowed by the fairly large audience that assembled. Miss Hogg, as Rosalind, is, however, deserving of special mention, her performance showing a thoroughness that gave evidence of much study. In fact the performance was a most enjoyable one all through. A pianoforte selection by Miss McKenzie and a song by Mr G. V. Gordon were much appreciated. xyxy=(217,1403,338,1645)
article-paragraph: A strong wind was blowing at the time, and caused the flames to spread very rapidly, quickly destroying the main building. xyxy=(346,250,494,290)
article-byline: United Press Association—By Electric Telegraph Copyright. xyxy=(742,135,832,153)
article-paragraph: A shipment of chilled beef brought by the Marathon from Australia was landed in excellent condition. Best hinds (equal to best Argentine) made the same price, 4½d; second quality, 4d to 4¼d. xyxy=(849,1038,957,1109)
article-paragraph: One hundred men were killed on both sides. xyxy=(217,298,338,318)
article-subhead: CHRISTCHURCH, NOV. 5. xyxy=(735,1557,840,1579)
article-divider xyxy=(229,855,325,856)
